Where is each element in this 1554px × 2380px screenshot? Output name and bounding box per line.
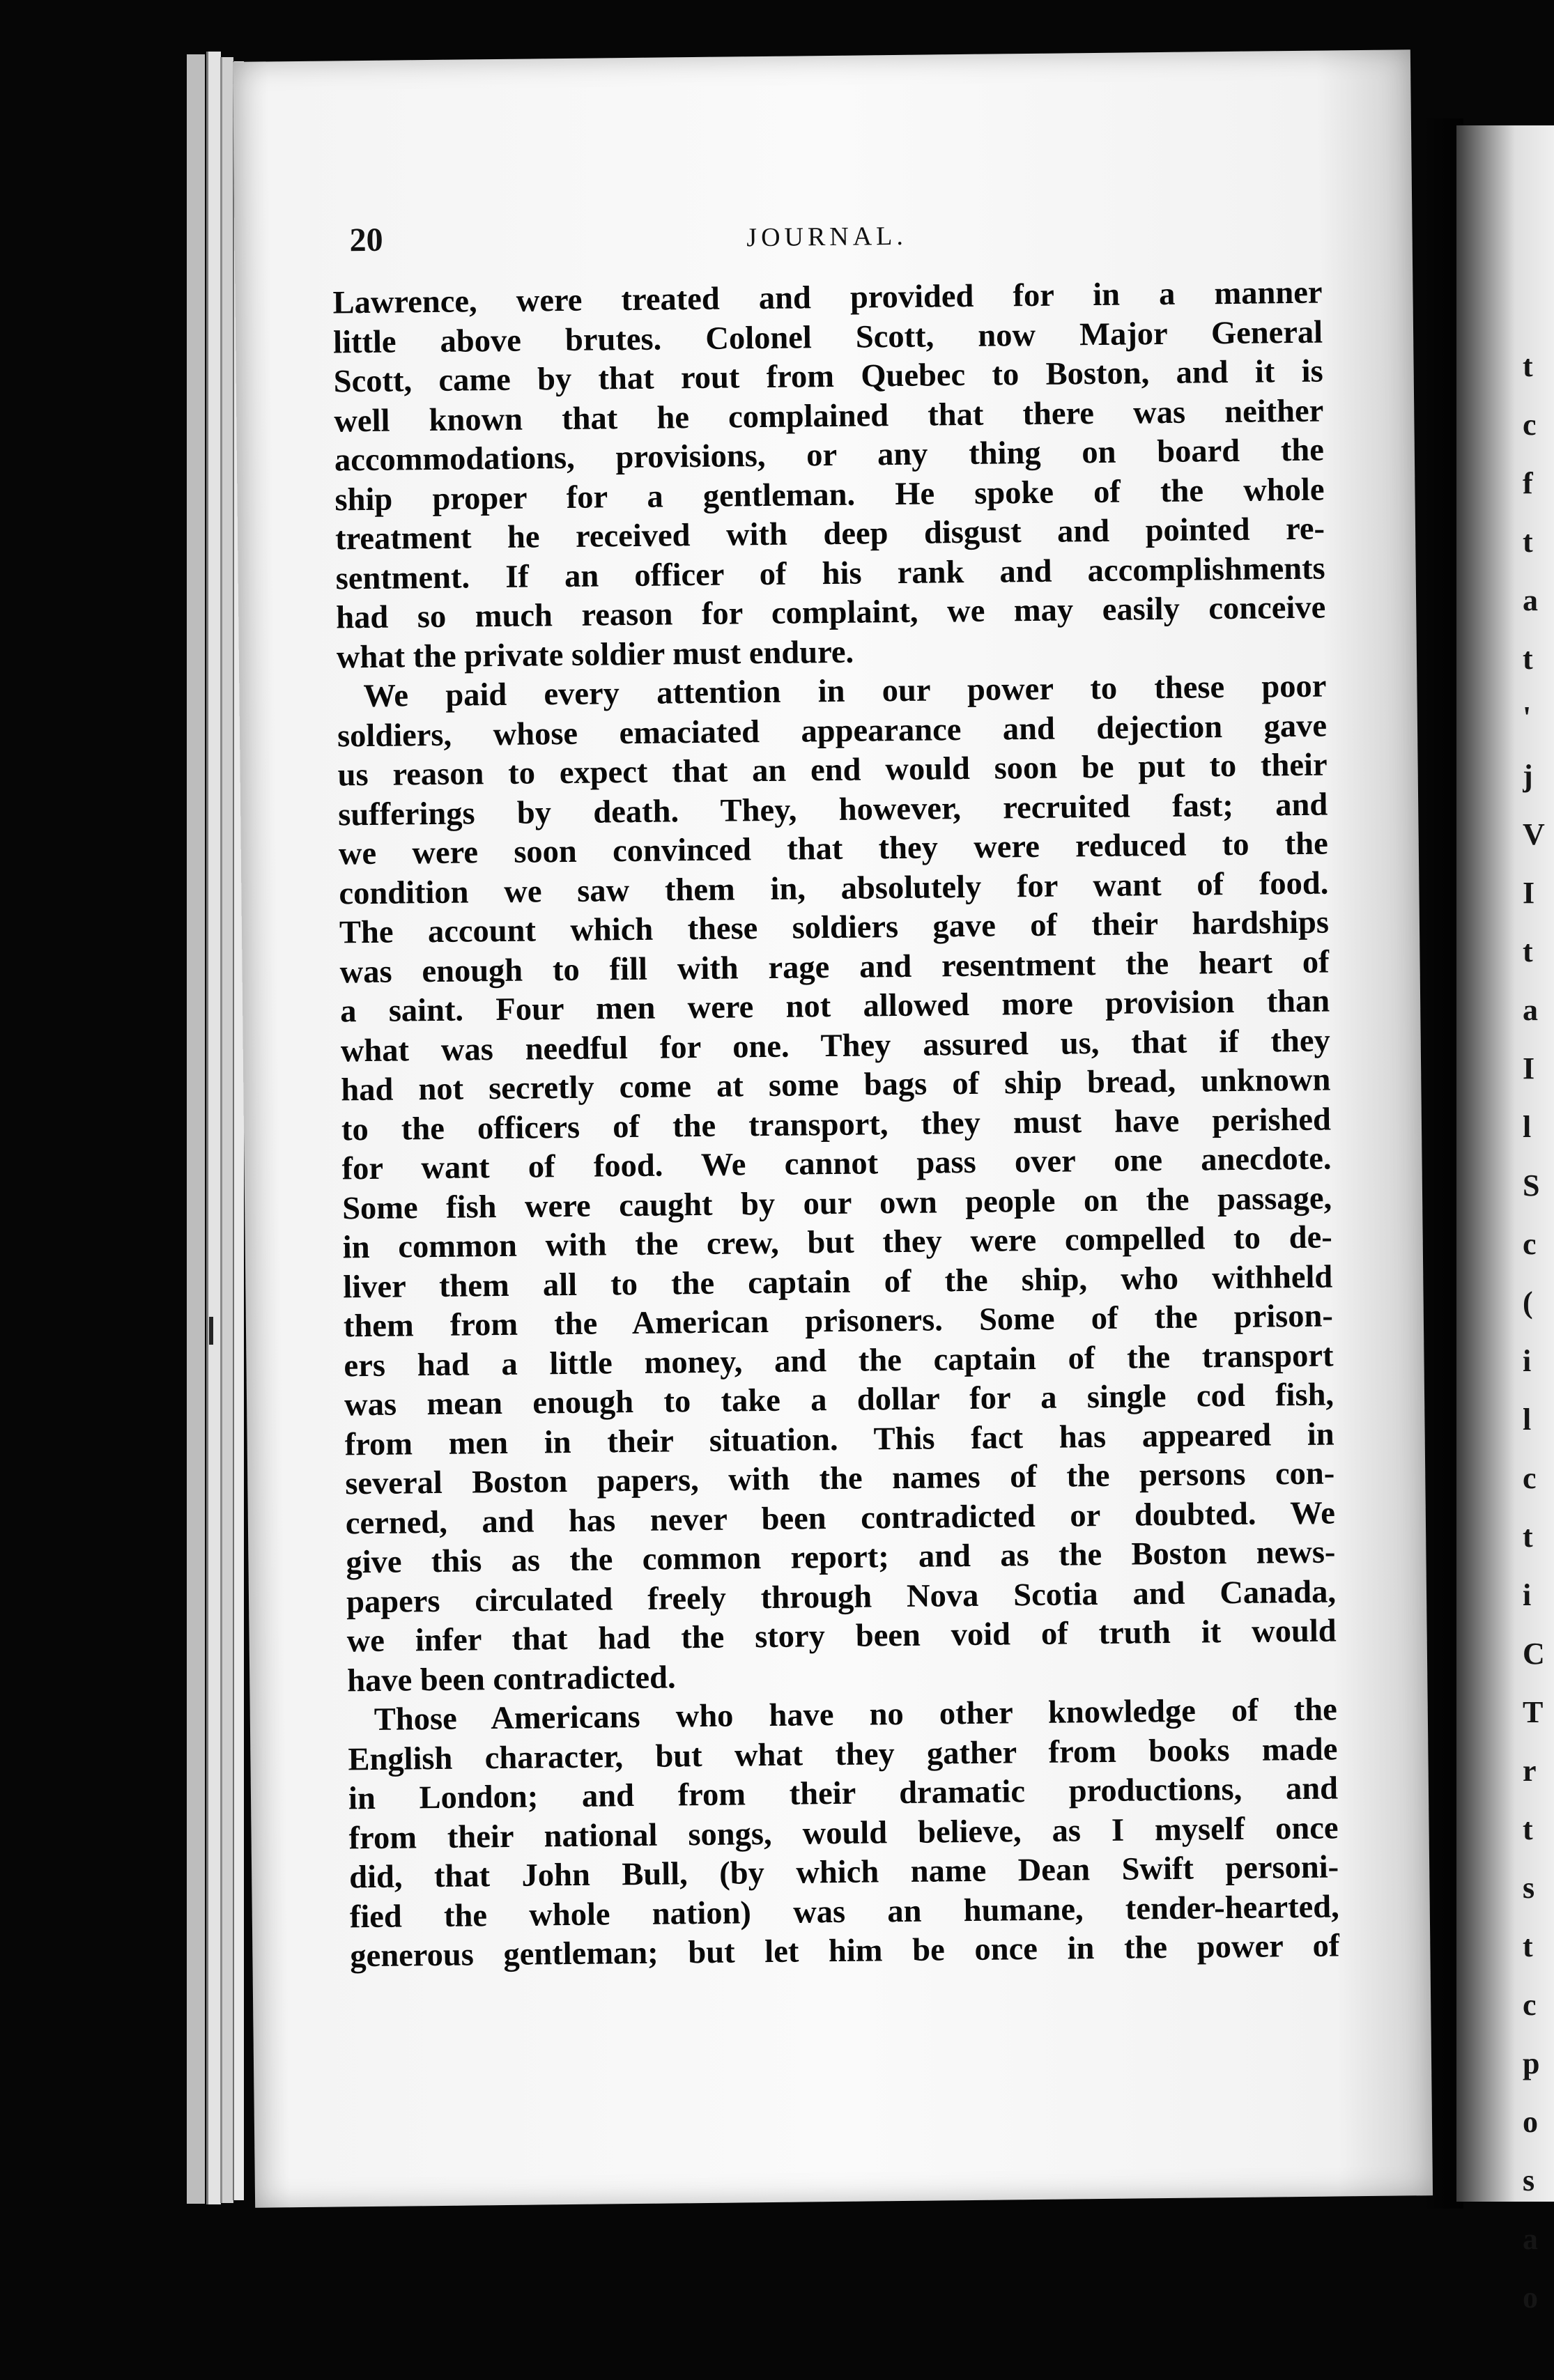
facing-page-fragment: V xyxy=(1523,817,1545,851)
text-line: accommodations, provisions, or any thing on board the xyxy=(334,432,1325,479)
facing-page-fragment: c xyxy=(1523,1227,1537,1261)
facing-page-fragment: l xyxy=(1523,1110,1532,1144)
text-line: from their national songs, would believe, as I myself once xyxy=(348,1809,1339,1856)
text-line: had so much reason for complaint, we may easily conceive xyxy=(336,589,1326,636)
page-edge xyxy=(187,54,205,2204)
facing-page-fragment: o xyxy=(1523,2105,1538,2139)
facing-page-fragment: t xyxy=(1523,525,1533,559)
facing-page-text-fragments xyxy=(1523,348,1554,2338)
text-line: ers had a little money, and the captain of the transport xyxy=(344,1337,1334,1384)
text-line: we were soon convinced that they were reduced to the xyxy=(338,826,1329,872)
text-line: for want of food. We cannot pass over one anecdote. xyxy=(341,1141,1332,1187)
text-line: give this as the common report; and as the Boston news- xyxy=(346,1534,1336,1581)
text-line: English character, but what they gather from books made xyxy=(348,1731,1338,1777)
text-line: liver them all to the captain of the ship, who withheld xyxy=(343,1259,1333,1305)
facing-page-fragment: l xyxy=(1523,1402,1532,1437)
facing-page-fragment: p xyxy=(1523,2046,1540,2080)
facing-page-fragment: a xyxy=(1523,583,1538,617)
facing-page-fragment: f xyxy=(1523,466,1533,500)
text-line: from men in their situation. This fact has appeared in xyxy=(344,1416,1334,1462)
text-line: did, that John Bull, (by which name Dean Swift personi- xyxy=(348,1849,1339,1896)
text-line: Lawrence, were treated and provided for in a manner xyxy=(332,275,1323,321)
text-line: was mean enough to take a dollar for a single cod fish, xyxy=(344,1377,1334,1423)
text-line: to the officers of the transport, they must have perished xyxy=(341,1102,1332,1148)
facing-page-fragment: t xyxy=(1523,1929,1533,1963)
text-line: well known that he complained that there was neither xyxy=(334,393,1324,439)
text-line: soldiers, whose emaciated appearance and dejection gave xyxy=(337,708,1328,754)
text-line: papers circulated freely through Nova Scotia and Canada, xyxy=(346,1573,1337,1620)
text-line: us reason to expect that an end would soon be put to their xyxy=(337,747,1328,794)
facing-page-fragment: o xyxy=(1523,2280,1538,2315)
text-line: in common with the crew, but they were compelled to de- xyxy=(342,1219,1332,1266)
facing-page-fragment: a xyxy=(1523,2222,1538,2256)
facing-page-fragment: c xyxy=(1523,408,1537,442)
text-line: we infer that had the story been void of truth it would xyxy=(346,1613,1337,1660)
text-line: generous gentleman; but let him be once in the power of xyxy=(350,1928,1340,1975)
book-page xyxy=(233,49,1433,2208)
facing-page-fragment: r xyxy=(1523,1754,1537,1788)
facing-page-fragment: c xyxy=(1523,1988,1537,2022)
text-line: in London; and from their dramatic productions, and xyxy=(348,1770,1339,1817)
text-line: had not secretly come at some bags of ship bread, unknown xyxy=(341,1062,1331,1108)
facing-page-fragment: ( xyxy=(1523,1285,1533,1320)
text-line: Some fish were caught by our own people on the passage, xyxy=(341,1180,1332,1226)
facing-page-fragment: s xyxy=(1523,1871,1535,1905)
facing-page-fragment: I xyxy=(1523,1051,1535,1085)
text-line: The account which these soldiers gave of their hardships xyxy=(339,904,1330,951)
page-content xyxy=(332,197,1341,2172)
page-header xyxy=(332,197,1322,284)
page-edge xyxy=(206,52,221,2204)
running-head: JOURNAL. xyxy=(746,221,908,253)
facing-page-fragment: a xyxy=(1523,993,1538,1027)
facing-page-fragment: c xyxy=(1523,1461,1537,1495)
facing-page-fragment: t xyxy=(1523,1520,1533,1554)
body-text xyxy=(332,274,1339,1977)
facing-page-fragment: t xyxy=(1523,349,1533,383)
text-line: sufferings by death. They, however, recruited fast; and xyxy=(337,787,1328,833)
facing-page-fragment: t xyxy=(1523,642,1533,676)
text-line: Those Americans who have no other knowledge of the xyxy=(374,1692,1338,1738)
text-line: what the private soldier must endure. xyxy=(336,634,854,675)
facing-page-fragment: i xyxy=(1523,1344,1532,1378)
facing-page-fragment: I xyxy=(1523,876,1535,910)
facing-page-fragment: C xyxy=(1523,1637,1545,1671)
facing-page-fragment: T xyxy=(1523,1695,1544,1729)
facing-page-fragment: ' xyxy=(1523,700,1532,734)
facing-page-fragment: j xyxy=(1523,759,1533,793)
text-line: several Boston papers, with the names of the persons con- xyxy=(345,1455,1335,1502)
page-edge xyxy=(220,57,233,2203)
text-line: them from the American prisoners. Some of the prison- xyxy=(343,1298,1334,1345)
text-line: what was needful for one. They assured us, that if they xyxy=(340,1023,1330,1069)
text-line: was enough to fill with rage and resentment the heart of xyxy=(339,944,1330,990)
text-line: fied the whole nation) was an humane, tender-hearted, xyxy=(349,1888,1339,1935)
text-line: cerned, and has never been contradicted or doubted. We xyxy=(345,1494,1336,1541)
facing-page-fragment: t xyxy=(1523,934,1533,968)
facing-page-fragment: i xyxy=(1523,1578,1532,1612)
text-line: treatment he received with deep disgust and pointed re- xyxy=(334,511,1325,557)
text-line: a saint. Four men were not allowed more provision than xyxy=(339,983,1330,1030)
text-line: have been contradicted. xyxy=(346,1659,676,1699)
text-line: sentment. If an officer of his rank and accomplishments xyxy=(335,550,1325,596)
text-line: ship proper for a gentleman. He spoke of the whole xyxy=(334,472,1325,518)
facing-page-fragment: s xyxy=(1523,2163,1535,2197)
facing-page-fragment: S xyxy=(1523,1168,1540,1203)
text-line: little above brutes. Colonel Scott, now Major General xyxy=(332,314,1323,360)
page-number: 20 xyxy=(349,221,383,259)
text-line: Scott, came by that rout from Quebec to Boston, and it is xyxy=(333,353,1323,400)
text-line: We paid every attention in our power to these poor xyxy=(363,668,1327,715)
text-line: condition we saw them in, absolutely for want of food. xyxy=(339,865,1329,911)
margin-mark xyxy=(209,1317,213,1345)
facing-page-fragment: t xyxy=(1523,1812,1533,1846)
